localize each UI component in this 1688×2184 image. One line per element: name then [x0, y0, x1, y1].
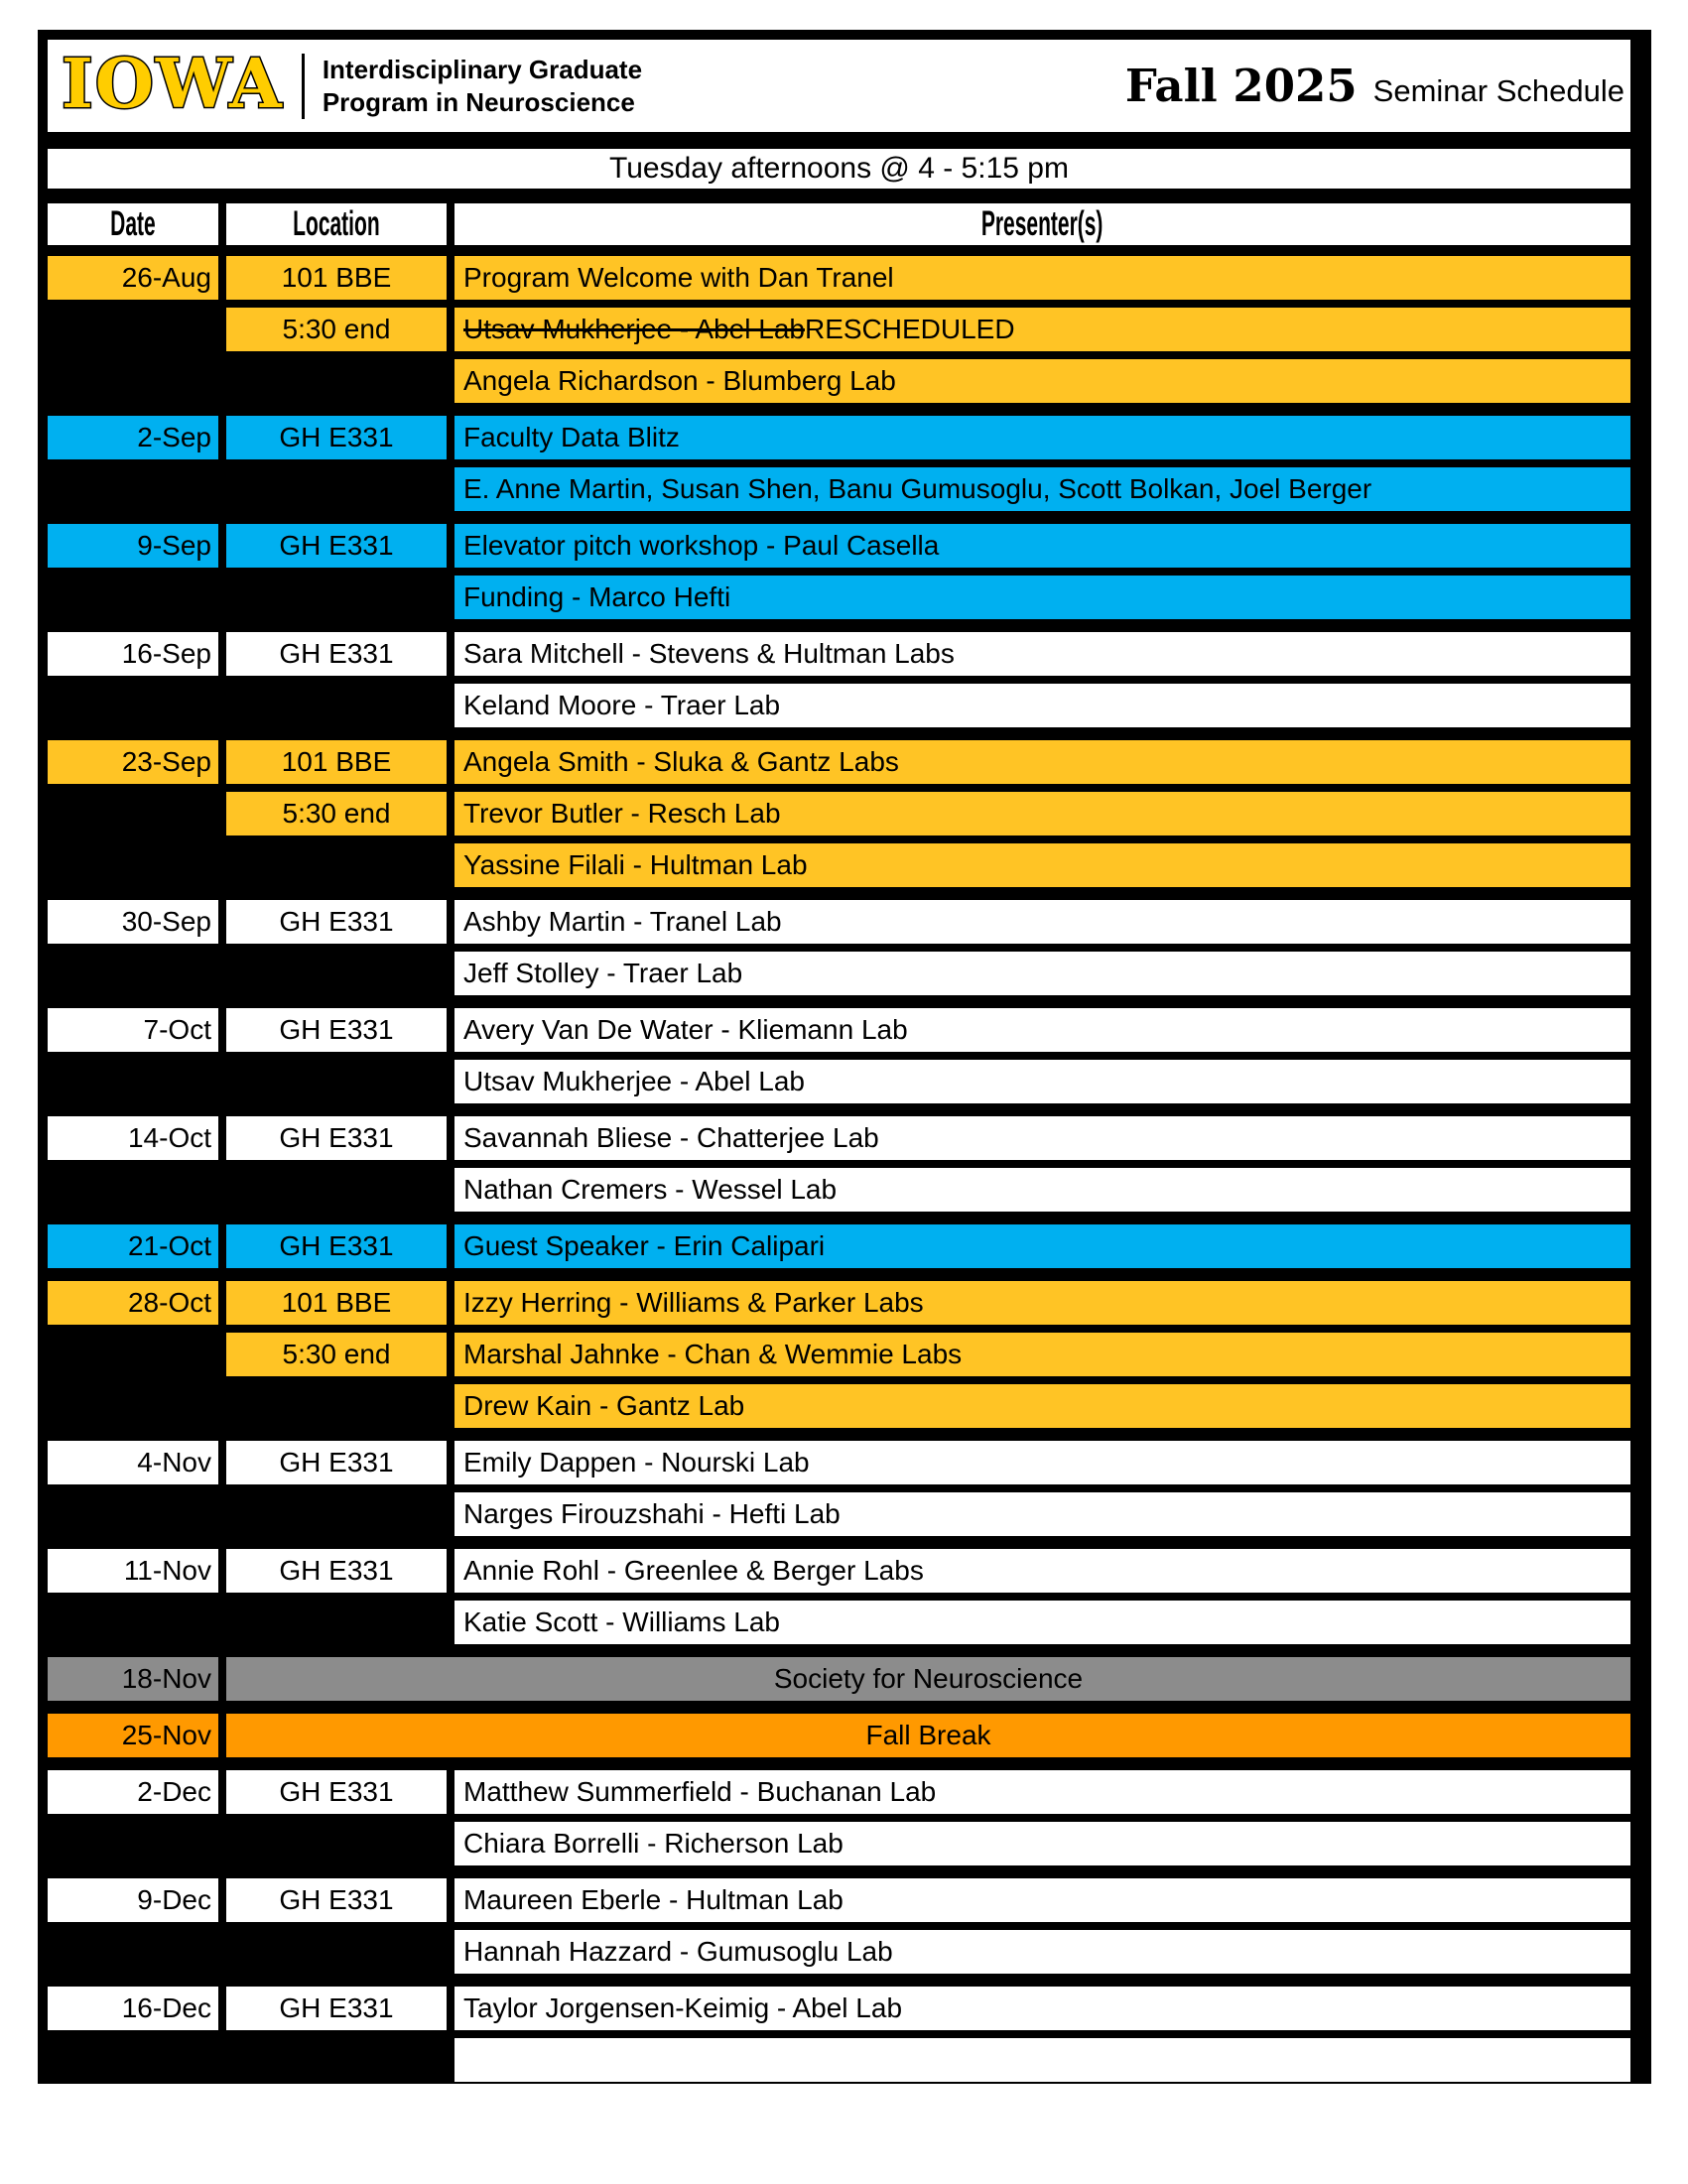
- presenter-rescheduled-text: RESCHEDULED: [804, 314, 1015, 344]
- date-cell: [48, 1492, 218, 1536]
- table-row: [48, 256, 1630, 300]
- table-row: [48, 1281, 1630, 1325]
- location-cell: GH E331: [226, 1116, 447, 1160]
- location-cell: [226, 1384, 447, 1428]
- presenter-cell: Program Welcome with Dan Tranel: [454, 256, 1630, 300]
- presenter-cell: Narges Firouzshahi - Hefti Lab: [454, 1492, 1630, 1536]
- table-row: [48, 524, 1630, 568]
- presenter-cell: Funding - Marco Hefti: [454, 576, 1630, 619]
- presenter-cell: Ashby Martin - Tranel Lab: [454, 900, 1630, 944]
- schedule-group: [48, 1714, 1630, 1757]
- location-cell: [226, 1822, 447, 1865]
- presenter-cell: Taylor Jorgensen-Keimig - Abel Lab: [454, 1987, 1630, 2030]
- table-row: [48, 1987, 1630, 2030]
- presenter-cell: Hannah Hazzard - Gumusoglu Lab: [454, 1930, 1630, 1974]
- table-row: [48, 1441, 1630, 1484]
- presenter-cell: Nathan Cremers - Wessel Lab: [454, 1168, 1630, 1212]
- date-cell: [48, 843, 218, 887]
- schedule-group: [48, 1770, 1630, 1865]
- presenter-cell: Faculty Data Blitz: [454, 416, 1630, 459]
- presenter-cell: Marshal Jahnke - Chan & Wemmie Labs: [454, 1333, 1630, 1376]
- program-name: [323, 54, 642, 118]
- iowa-logo: IOWA: [62, 44, 284, 124]
- location-cell: 101 BBE: [226, 740, 447, 784]
- presenter-cell: Trevor Butler - Resch Lab: [454, 792, 1630, 835]
- schedule-group: [48, 1549, 1630, 1644]
- column-header-date: [48, 203, 218, 245]
- location-cell: 5:30 end: [226, 1333, 447, 1376]
- column-header-presenters-label: Presenter(s): [981, 204, 1104, 243]
- table-row: [48, 1384, 1630, 1428]
- table-row: [48, 792, 1630, 835]
- table-row: [48, 416, 1630, 459]
- table-row: [48, 1878, 1630, 1922]
- date-cell: 23-Sep: [48, 740, 218, 784]
- table-row: [48, 2038, 1630, 2082]
- schedule-label: Seminar Schedule: [1372, 73, 1624, 108]
- location-cell: [226, 1930, 447, 1974]
- table-row: [48, 1333, 1630, 1376]
- presenter-cell: [454, 2038, 1630, 2082]
- location-cell: GH E331: [226, 1770, 447, 1814]
- table-row: [48, 1008, 1630, 1052]
- column-header-location-label: Location: [293, 204, 380, 243]
- schedule-group: [48, 1878, 1630, 1974]
- schedule-group: [48, 900, 1630, 995]
- presenter-cell: Yassine Filali - Hultman Lab: [454, 843, 1630, 887]
- presenter-cell: Drew Kain - Gantz Lab: [454, 1384, 1630, 1428]
- location-cell: GH E331: [226, 632, 447, 676]
- date-cell: 25-Nov: [48, 1714, 218, 1757]
- date-cell: [48, 1060, 218, 1103]
- location-cell: [226, 684, 447, 727]
- schedule-group: [48, 416, 1630, 511]
- date-cell: 14-Oct: [48, 1116, 218, 1160]
- schedule-group: [48, 1987, 1630, 2082]
- presenter-strikethrough-text: Utsav Mukherjee - Abel Lab: [463, 314, 805, 344]
- location-cell: [226, 1060, 447, 1103]
- program-name-line2: Program in Neuroscience: [322, 86, 635, 117]
- merged-event-cell: Society for Neuroscience: [226, 1657, 1630, 1701]
- date-cell: [48, 792, 218, 835]
- location-cell: [226, 952, 447, 995]
- location-cell: GH E331: [226, 1008, 447, 1052]
- date-cell: [48, 1930, 218, 1974]
- location-cell: GH E331: [226, 416, 447, 459]
- table-row: [48, 1549, 1630, 1593]
- table-row: [48, 1168, 1630, 1212]
- location-cell: GH E331: [226, 1878, 447, 1922]
- schedule-group: [48, 1441, 1630, 1536]
- date-cell: [48, 1384, 218, 1428]
- table-row: [48, 952, 1630, 995]
- location-cell: [226, 359, 447, 403]
- location-cell: 101 BBE: [226, 1281, 447, 1325]
- date-cell: [48, 1601, 218, 1644]
- table-row: [48, 1770, 1630, 1814]
- location-cell: [226, 2038, 447, 2082]
- presenter-cell: Angela Richardson - Blumberg Lab: [454, 359, 1630, 403]
- date-cell: 26-Aug: [48, 256, 218, 300]
- column-headers: [48, 203, 1630, 245]
- schedule-group: [48, 1657, 1630, 1701]
- location-cell: [226, 1601, 447, 1644]
- table-row: [48, 1930, 1630, 1974]
- presenter-cell: Avery Van De Water - Kliemann Lab: [454, 1008, 1630, 1052]
- presenter-cell: Matthew Summerfield - Buchanan Lab: [454, 1770, 1630, 1814]
- presenter-cell: Utsav Mukherjee - Abel Lab: [454, 1060, 1630, 1103]
- date-cell: 30-Sep: [48, 900, 218, 944]
- date-cell: 21-Oct: [48, 1224, 218, 1268]
- presenter-cell: Annie Rohl - Greenlee & Berger Labs: [454, 1549, 1630, 1593]
- date-cell: 2-Sep: [48, 416, 218, 459]
- presenter-cell: Elevator pitch workshop - Paul Casella: [454, 524, 1630, 568]
- column-header-date-label: Date: [110, 204, 156, 243]
- location-cell: GH E331: [226, 1224, 447, 1268]
- location-cell: 5:30 end: [226, 308, 447, 351]
- schedule-group: [48, 524, 1630, 619]
- logo-divider: [302, 54, 305, 119]
- table-row: [48, 632, 1630, 676]
- location-cell: GH E331: [226, 1549, 447, 1593]
- date-cell: 28-Oct: [48, 1281, 218, 1325]
- table-row: [48, 843, 1630, 887]
- table-row: [48, 1714, 1630, 1757]
- table-row: [48, 359, 1630, 403]
- merged-event-cell: Fall Break: [226, 1714, 1630, 1757]
- date-cell: [48, 1168, 218, 1212]
- presenter-cell: Angela Smith - Sluka & Gantz Labs: [454, 740, 1630, 784]
- location-cell: [226, 1168, 447, 1212]
- schedule-title: [1125, 60, 1630, 112]
- location-cell: [226, 1492, 447, 1536]
- schedule-rows: [48, 256, 1630, 2082]
- date-cell: [48, 952, 218, 995]
- presenter-cell: E. Anne Martin, Susan Shen, Banu Gumusoglu, Scott Bolkan, Joel Berger: [454, 467, 1630, 511]
- date-cell: [48, 467, 218, 511]
- term-label: Fall 2025: [1124, 60, 1358, 112]
- table-row: [48, 467, 1630, 511]
- table-row: [48, 1116, 1630, 1160]
- table-row: [48, 900, 1630, 944]
- header: [48, 40, 1630, 132]
- date-cell: 9-Sep: [48, 524, 218, 568]
- location-cell: GH E331: [226, 1441, 447, 1484]
- time-banner: Tuesday afternoons @ 4 - 5:15 pm: [48, 149, 1630, 189]
- schedule-group: [48, 632, 1630, 727]
- date-cell: [48, 684, 218, 727]
- presenter-cell: Katie Scott - Williams Lab: [454, 1601, 1630, 1644]
- program-name-line1: Interdisciplinary Graduate: [322, 55, 643, 84]
- presenter-cell: Sara Mitchell - Stevens & Hultman Labs: [454, 632, 1630, 676]
- date-cell: [48, 308, 218, 351]
- presenter-cell: Izzy Herring - Williams & Parker Labs: [454, 1281, 1630, 1325]
- table-row: [48, 308, 1630, 351]
- location-cell: GH E331: [226, 900, 447, 944]
- date-cell: [48, 576, 218, 619]
- table-row: [48, 1492, 1630, 1536]
- location-cell: [226, 576, 447, 619]
- schedule-group: [48, 1281, 1630, 1428]
- date-cell: 11-Nov: [48, 1549, 218, 1593]
- presenter-cell: Keland Moore - Traer Lab: [454, 684, 1630, 727]
- date-cell: 4-Nov: [48, 1441, 218, 1484]
- presenter-cell: Emily Dappen - Nourski Lab: [454, 1441, 1630, 1484]
- date-cell: 16-Dec: [48, 1987, 218, 2030]
- presenter-cell: Guest Speaker - Erin Calipari: [454, 1224, 1630, 1268]
- table-frame: [38, 30, 1651, 2084]
- date-cell: 18-Nov: [48, 1657, 218, 1701]
- schedule-group: [48, 1224, 1630, 1268]
- schedule-group: [48, 256, 1630, 403]
- table-row: [48, 1822, 1630, 1865]
- table-row: [48, 1657, 1630, 1701]
- date-cell: 2-Dec: [48, 1770, 218, 1814]
- schedule-group: [48, 1008, 1630, 1103]
- schedule-group: [48, 1116, 1630, 1212]
- presenter-cell: Chiara Borrelli - Richerson Lab: [454, 1822, 1630, 1865]
- column-header-location: [226, 203, 447, 245]
- date-cell: 16-Sep: [48, 632, 218, 676]
- location-cell: GH E331: [226, 524, 447, 568]
- presenter-cell: Jeff Stolley - Traer Lab: [454, 952, 1630, 995]
- date-cell: [48, 2038, 218, 2082]
- schedule-group: [48, 740, 1630, 887]
- location-cell: 101 BBE: [226, 256, 447, 300]
- table-row: [48, 576, 1630, 619]
- presenter-cell: Maureen Eberle - Hultman Lab: [454, 1878, 1630, 1922]
- date-cell: [48, 1333, 218, 1376]
- location-cell: 5:30 end: [226, 792, 447, 835]
- table-row: [48, 1224, 1630, 1268]
- table-row: [48, 740, 1630, 784]
- date-cell: 9-Dec: [48, 1878, 218, 1922]
- table-row: [48, 1601, 1630, 1644]
- location-cell: [226, 467, 447, 511]
- location-cell: GH E331: [226, 1987, 447, 2030]
- presenter-cell: Savannah Bliese - Chatterjee Lab: [454, 1116, 1630, 1160]
- date-cell: 7-Oct: [48, 1008, 218, 1052]
- location-cell: [226, 843, 447, 887]
- date-cell: [48, 1822, 218, 1865]
- column-header-presenters: [454, 203, 1630, 245]
- table-row: [48, 1060, 1630, 1103]
- table-row: [48, 684, 1630, 727]
- presenter-cell: [454, 308, 1630, 351]
- date-cell: [48, 359, 218, 403]
